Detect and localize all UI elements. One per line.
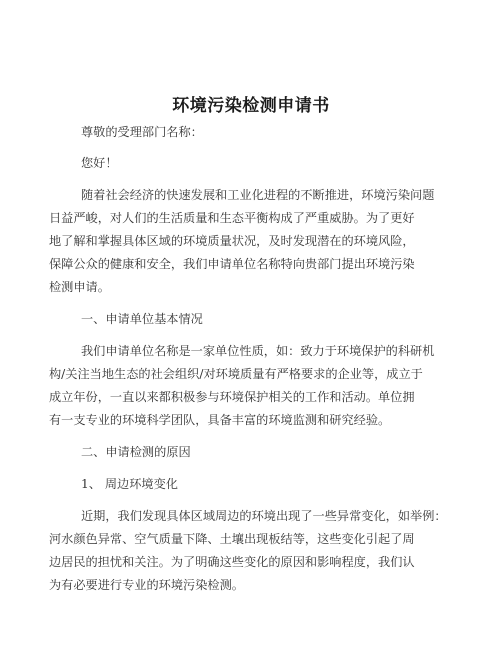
section-heading: 一、申请单位基本情况 (81, 312, 203, 326)
document-title: 环境污染检测申请书 (172, 96, 330, 116)
subsection1-line: 近期，我们发现具体区域周边的环境出现了一些异常变化，如举例： (81, 509, 447, 523)
intro-line: 保障公众的健康和安全，我们申请单位名称特向贵部门提出环境污染 (49, 257, 415, 271)
section1-line: 有一支专业的环境科学团队，具备丰富的环境监测和研究经验。 (49, 413, 391, 427)
greeting: 您好！ (81, 156, 118, 170)
intro-line: 检测申请。 (49, 280, 110, 294)
subsection1-line: 边居民的担忧和关注。为了明确这些变化的原因和影响程度，我们认 (49, 555, 415, 569)
salutation: 尊敬的受理部门名称： (81, 125, 203, 139)
section-heading: 二、申请检测的原因 (81, 445, 191, 459)
intro-line: 地了解和掌握具体区域的环境质量状况，及时发现潜在的环境风险， (49, 234, 415, 248)
section1-line: 构/关注当地生态的社会组织/对环境质量有严格要求的企业等，成立于 (49, 367, 423, 381)
section1-line: 我们申请单位名称是一家单位性质，如：致力于环境保护的科研机 (81, 344, 435, 358)
intro-line: 随着社会经济的快速发展和工业化进程的不断推进，环境污染问题 (81, 188, 435, 202)
subsection1-line: 河水颜色异常、空气质量下降、土壤出现板结等，这些变化引起了周 (49, 532, 415, 546)
subsection1-line: 为有必要进行专业的环境污染检测。 (49, 578, 244, 592)
intro-line: 日益严峻，对人们的生活质量和生态平衡构成了严重威胁。为了更好 (49, 211, 415, 225)
section1-line: 成立年份，一直以来都积极参与环境保护相关的工作和活动。单位拥 (49, 390, 415, 404)
subsection-heading: 1、 周边环境变化 (81, 477, 178, 491)
